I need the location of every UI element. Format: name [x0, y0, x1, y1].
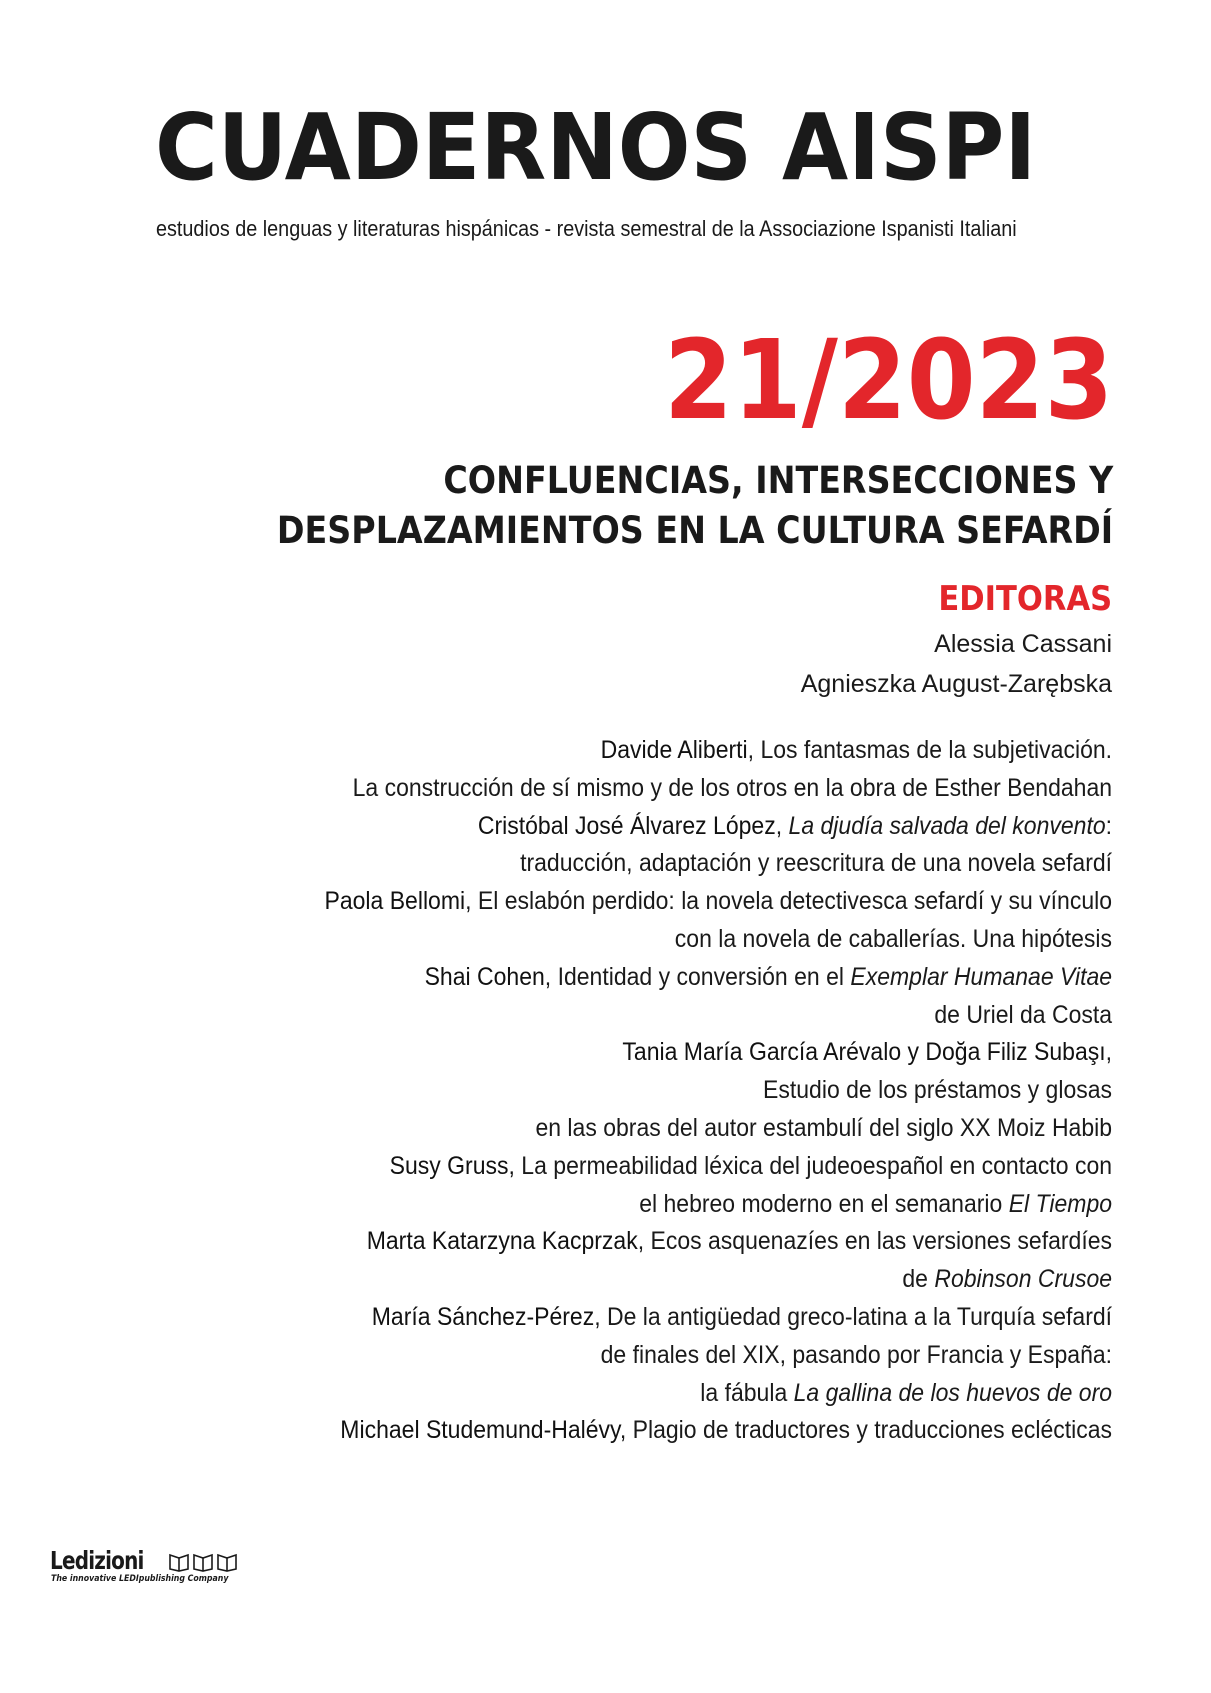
toc-title: , El eslabón perdido: la novela detectivesca sefardí y su vínculo — [465, 887, 1112, 916]
toc-entry-line: con la novela de caballerías. Una hipótesis — [674, 924, 1112, 953]
publisher-logo — [50, 1547, 240, 1591]
toc-author: Susy Gruss, — [389, 1151, 515, 1180]
issue-theme-line-1: CONFLUENCIAS, INTERSECCIONES Y — [443, 459, 1114, 502]
toc-title-italic: La djudía salvada del konvento — [788, 811, 1106, 840]
toc-title: , — [1105, 1038, 1112, 1067]
toc-title: la fábula — [700, 1378, 794, 1407]
toc-author: Tania María García Arévalo y Doğa Filiz Subaşı — [622, 1038, 1106, 1067]
toc-author: Marta Katarzyna Kacprzak — [366, 1227, 638, 1256]
toc-title-italic: La gallina de los huevos de oro — [793, 1378, 1112, 1407]
toc-entry-line: en las obras del autor estambulí del siglo XX Moiz Habib — [535, 1113, 1112, 1142]
toc-title: , De la antigüedad greco-latina a la Turquía sefardí — [594, 1302, 1112, 1331]
toc-entry-line: de finales del XIX, pasando por Francia y España: — [600, 1340, 1112, 1369]
toc-author: Michael Studemund-Halévy — [340, 1416, 620, 1445]
toc-entry-line: Estudio de los préstamos y glosas — [762, 1076, 1112, 1105]
toc-title: , Ecos asquenazíes en las versiones sefardíes — [637, 1227, 1112, 1256]
toc-entry-line — [324, 1186, 1112, 1224]
toc-entry-line — [324, 1412, 1112, 1450]
toc-title: La permeabilidad léxica del judeoespañol en contacto con — [514, 1151, 1112, 1180]
toc-title: , Identidad y conversión en el — [544, 962, 851, 991]
issue-theme — [277, 456, 1113, 556]
publisher-tagline: The innovative LEDIpublishing Company — [51, 1574, 229, 1584]
toc-title: : — [1105, 811, 1112, 840]
toc-title-italic: El Tiempo — [1008, 1189, 1112, 1218]
toc-entry-line — [324, 732, 1112, 770]
toc-entry-line — [324, 1375, 1112, 1413]
toc-entry-line: La construcción de sí mismo y de los otros en la obra de Esther Bendahan — [352, 773, 1113, 802]
toc-author: Paola Bellomi — [324, 887, 466, 916]
toc-author: Davide Aliberti — [600, 736, 748, 764]
toc-title: de — [902, 1265, 935, 1294]
toc-entry-line — [324, 959, 1112, 997]
books-icon — [168, 1552, 240, 1572]
editors-list — [801, 624, 1112, 704]
toc-entry-line — [324, 1261, 1112, 1299]
toc-title-italic: Exemplar Humanae Vitae — [850, 962, 1112, 991]
toc-title: , — [775, 811, 789, 840]
toc-author: Shai Cohen — [424, 962, 545, 991]
editor-name: Agnieszka August-Zarębska — [800, 670, 1112, 698]
toc-author: María Sánchez-Pérez — [371, 1302, 595, 1331]
toc-entry-line: traducción, adaptación y reescritura de una novela sefardí — [520, 849, 1112, 878]
issue-number: 21/2023 — [663, 316, 1113, 444]
toc-entry-line — [324, 1299, 1112, 1337]
issue-theme-line-2: DESPLAZAMIENTOS EN LA CULTURA SEFARDÍ — [276, 509, 1113, 552]
toc-title: , Plagio de traductores y traducciones eclécticas — [619, 1416, 1112, 1445]
toc-entry-line — [324, 1034, 1112, 1072]
editor-name: Alessia Cassani — [934, 630, 1112, 658]
toc-author: Cristóbal José Álvarez López — [477, 811, 776, 840]
toc-title: el hebreo moderno en el semanario — [639, 1189, 1009, 1218]
toc-entry-line: de Uriel da Costa — [934, 1000, 1112, 1029]
toc-entry-line — [324, 808, 1112, 846]
toc-entry-line — [324, 1223, 1112, 1261]
table-of-contents — [324, 732, 1112, 1450]
toc-title: , Los fantasmas de la subjetivación. — [747, 736, 1112, 764]
journal-subtitle: estudios de lenguas y literaturas hispánicas - revista semestral de la Associazione Ispanisti Italiani — [156, 216, 1017, 241]
journal-title: CUADERNOS AISPI — [155, 94, 1037, 201]
editors-heading: EDITORAS — [938, 579, 1112, 619]
toc-entry-line — [324, 883, 1112, 921]
toc-entry-line — [324, 1148, 1112, 1186]
publisher-name: Ledizioni — [50, 1546, 144, 1575]
toc-title-italic: Robinson Crusoe — [934, 1265, 1112, 1294]
